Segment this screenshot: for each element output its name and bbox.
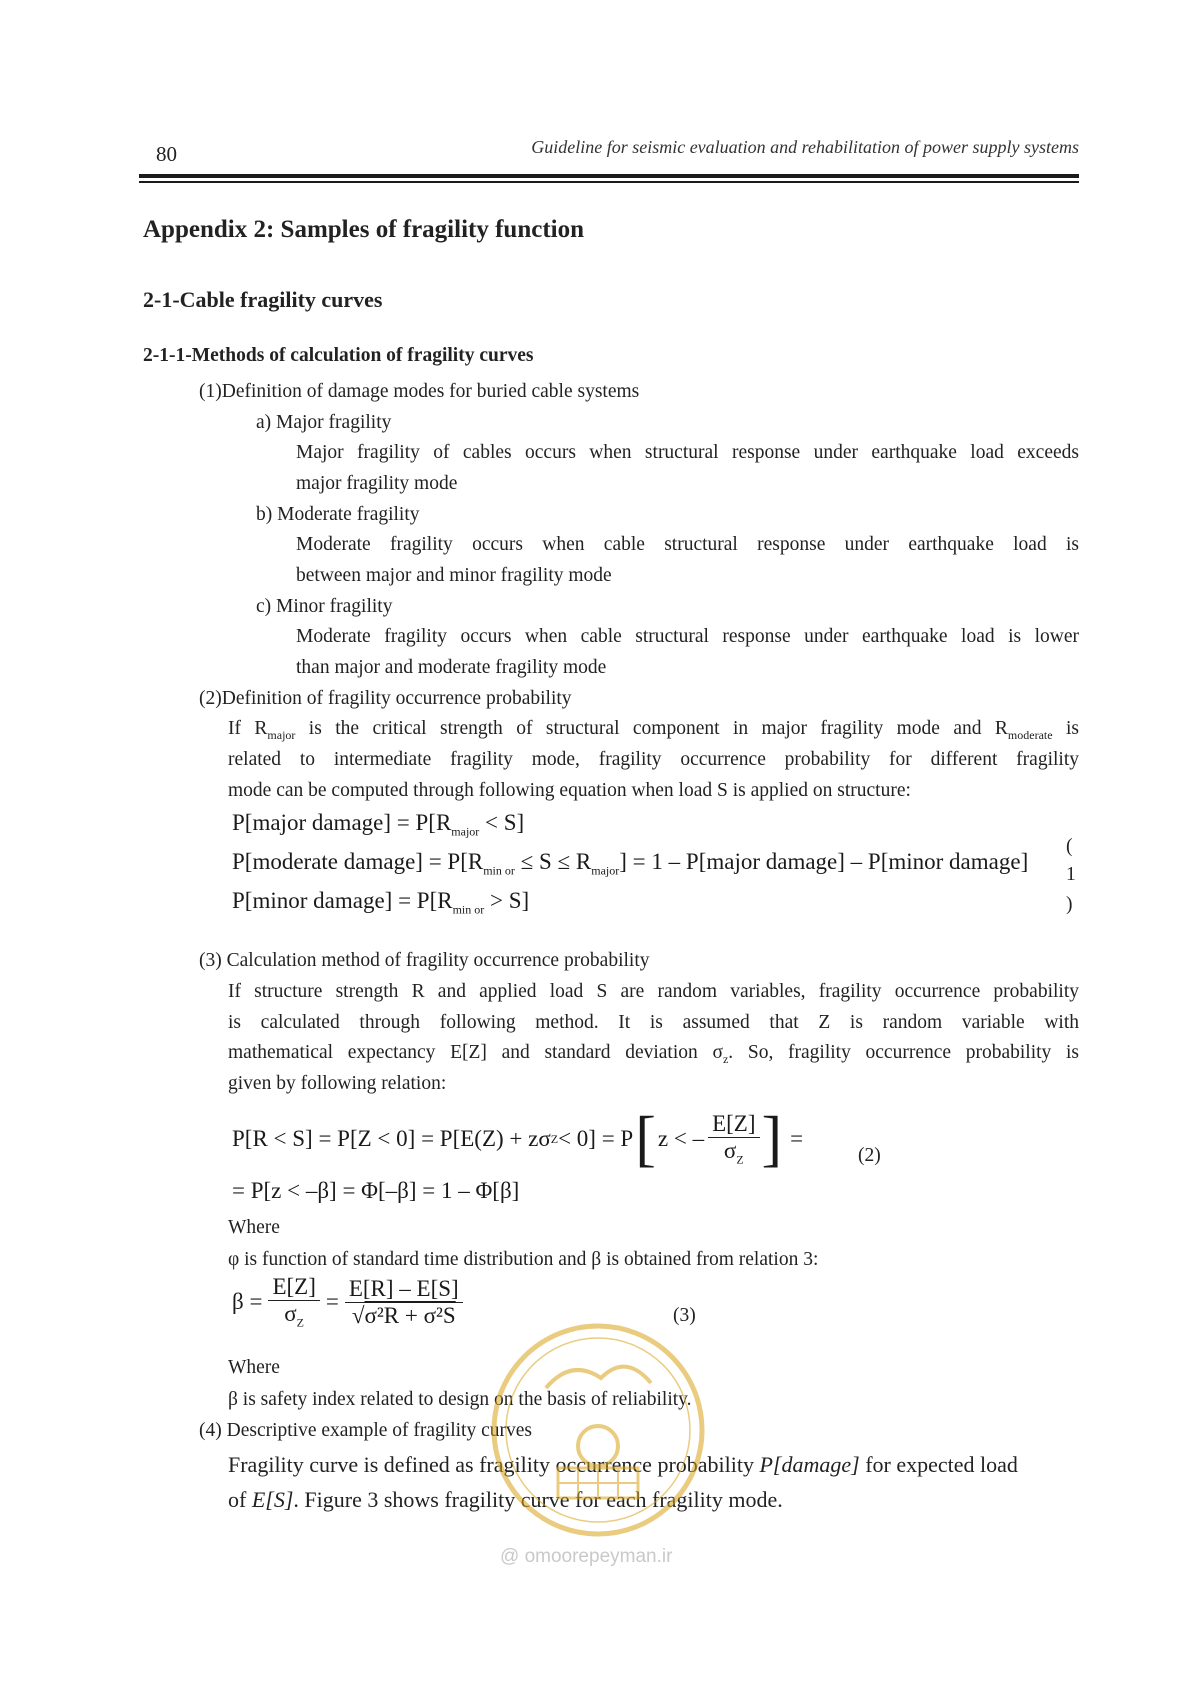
appendix-heading: Appendix 2: Samples of fragility function xyxy=(143,216,585,243)
part4-line-1: Fragility curve is defined as fragility occurrence probability P[damage] for expected load xyxy=(228,1452,1018,1477)
part2-line-1: If $R_{major}$ is the critical strength of structural component in major fragility mode and $R_{moderate}$ is xyxy=(228,718,1079,742)
moderate-fragility-line-1: Moderate fragility occurs when cable structural response under earthquake load is xyxy=(296,534,1079,555)
major-fragility-line-1: Major fragility of cables occurs when structural response under earthquake load exceeds xyxy=(296,442,1079,463)
running-title: Guideline for seismic evaluation and rehabilitation of power supply systems xyxy=(531,137,1079,157)
section-heading: 2-1-Cable fragility curves xyxy=(143,287,383,312)
where-label-1: Where xyxy=(228,1217,280,1238)
part4-title: (4) Descriptive example of fragility curves xyxy=(199,1420,532,1441)
part3-line-1: If structure strength R and applied load S are random variables, fragility occurrence probability xyxy=(228,981,1079,1002)
major-fragility-title: a) Major fragility xyxy=(256,412,392,433)
moderate-fragility-title: b) Moderate fragility xyxy=(256,504,420,525)
subsection-heading: 2-1-1-Methods of calculation of fragility curves xyxy=(143,345,534,366)
major-fragility-line-2: major fragility mode xyxy=(296,473,458,494)
eq1-number: 1 xyxy=(1066,864,1076,885)
beta-definition: β is safety index related to design on the basis of reliability. xyxy=(228,1389,692,1410)
eq1-number-close: ) xyxy=(1066,894,1073,915)
eq1-minor-damage: P[minor damage] = $P[R_{min or} > S]$ xyxy=(232,888,530,917)
where-label-2: Where xyxy=(228,1357,280,1378)
minor-fragility-line-2: than major and moderate fragility mode xyxy=(296,657,607,678)
part4-line-2: of E[S]. Figure 3 shows fragility curve for each fragility mode. xyxy=(228,1487,783,1512)
header-rule-thin xyxy=(139,181,1079,183)
part1-title: (1)Definition of damage modes for buried cable systems xyxy=(199,381,640,402)
eq3-number: (3) xyxy=(673,1305,696,1326)
watermark-site: @ omoorepeyman.ir xyxy=(500,1546,673,1567)
part3-title: (3) Calculation method of fragility occurrence probability xyxy=(199,950,650,971)
part3-line-4: given by following relation: xyxy=(228,1073,447,1094)
part2-title: (2)Definition of fragility occurrence probability xyxy=(199,688,572,709)
moderate-fragility-line-2: between major and minor fragility mode xyxy=(296,565,612,586)
eq1-major-damage: P[major damage] = $P[R_{major} < S]$ xyxy=(232,810,525,839)
eq2-row-2: = P[z < –β] = Φ[–β] = 1 – Φ[β] xyxy=(232,1178,520,1203)
eq2-number: (2) xyxy=(858,1145,881,1166)
eq2-row-1: P[R < S] = P[Z < 0] = P[E(Z) + zσ Z < 0] = P [ z < – $\frac{E[Z]}{\sigma_Z}$ ] = xyxy=(232,1105,804,1173)
minor-fragility-title: c) Minor fragility xyxy=(256,596,393,617)
header-rule-thick xyxy=(139,174,1079,178)
eq1-moderate-damage: P[moderate damage] = $P[R_{min or} \le S \le R_{major}] = 1$ – P[major damage] – P[minor damage] xyxy=(232,849,1029,878)
watermark-seal-icon xyxy=(486,1318,710,1542)
phi-definition: φ is function of standard time distribution and β is obtained from relation 3: xyxy=(228,1249,819,1270)
eq1-number-open: ( xyxy=(1066,836,1073,857)
eq3: β = $\frac{E[Z]}{\sigma_Z}$ = $\frac{E[R] - E[S]}{\text{√σ²R + σ²S}}$ xyxy=(232,1274,463,1331)
part3-line-3: mathematical expectancy E[Z] and standard deviation $\sigma_z$. So, fragility occurrence probability is xyxy=(228,1042,1079,1066)
page-number: 80 xyxy=(156,142,177,166)
minor-fragility-line-1: Moderate fragility occurs when cable structural response under earthquake load is lower xyxy=(296,626,1079,647)
part2-line-2: related to intermediate fragility mode, fragility occurrence probability for different fragility xyxy=(228,749,1079,770)
sqrt-symbol: √ xyxy=(351,1302,365,1328)
part3-line-2: is calculated through following method. It is assumed that Z is random variable with xyxy=(228,1012,1079,1033)
part2-line-3: mode can be computed through following equation when load S is applied on structure: xyxy=(228,780,911,801)
